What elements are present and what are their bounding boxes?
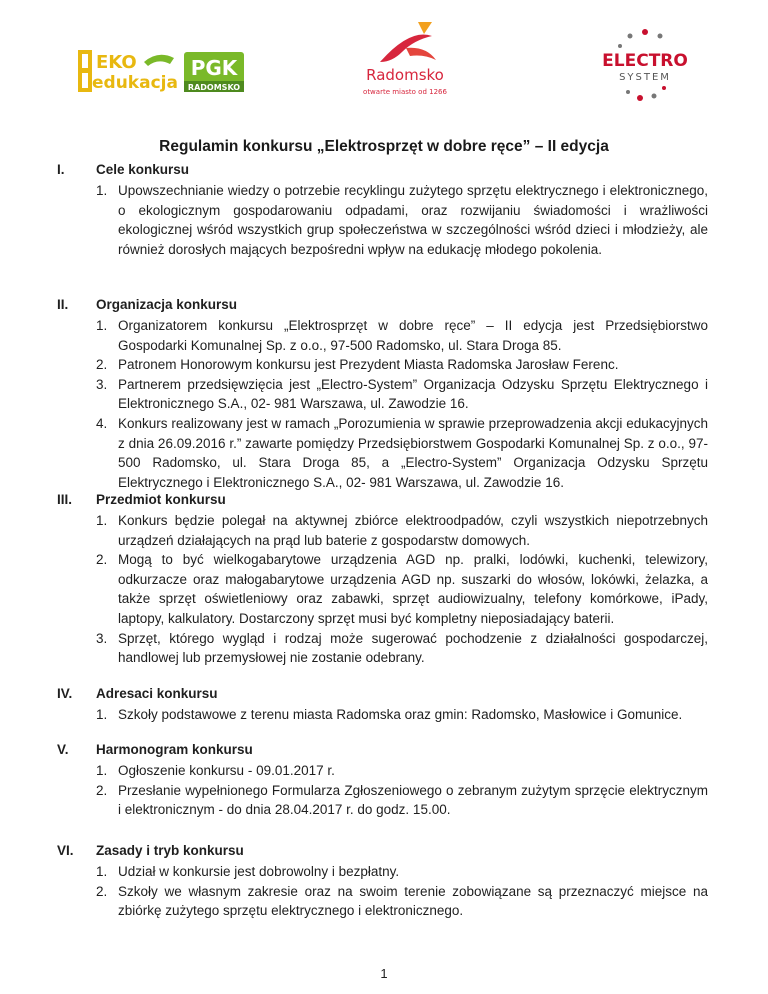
section-number: V.	[57, 742, 69, 757]
eko-edukacja-pgk-logo	[78, 48, 248, 94]
item-text: Szkoły we własnym zakresie oraz na swoim terenie zobowiązane są przeznaczyć miejsce na zbiórkę zużytego sprzętu elektrycznego i elektronicznego.	[118, 883, 708, 919]
item-number: 1.	[96, 318, 108, 333]
list-item	[96, 414, 708, 492]
pgk-sub: RADOMSKO	[187, 83, 241, 92]
section-heading: Organizacja konkursu	[96, 297, 238, 312]
pgk-text: PGK	[190, 56, 238, 80]
section-number: I.	[57, 162, 65, 177]
list-item	[96, 882, 708, 921]
radomsko-logo	[340, 18, 470, 100]
item-text: Udział w konkursie jest dobrowolny i bezpłatny.	[118, 864, 400, 879]
item-text: Mogą to być wielkogabarytowe urządzenia AGD np. pralki, lodówki, kuchenki, telewizory, odkurzacze oraz małogabarytowe urządzenia AGD np. suszarki do włosów, lokówki, żelazka, a także sprzęt oświetleniowy oraz zabawki, sprzęt audiowizualny, telefony komórkowe, iPady, laptopy, kalkulatory. Dostarczony sprzęt musi być kompletny nieposiadający baterii.	[118, 552, 708, 626]
list-item	[96, 761, 708, 781]
section-heading: Zasady i tryb konkursu	[96, 843, 244, 858]
item-text: Szkoły podstawowe z terenu miasta Radomska oraz gmin: Radomsko, Masłowice i Gomunice.	[118, 707, 683, 722]
item-number: 2.	[96, 883, 108, 899]
logo-bar	[0, 18, 768, 108]
item-number: 1.	[96, 864, 108, 879]
list-item	[96, 629, 708, 668]
item-text: Konkurs realizowany jest w ramach „Porozumienia w sprawie przeprowadzenia akcji edukacyjnych z dnia 26.09.2016 r.” zawarte pomiędzy Przedsiębiorstwem Gospodarki Komunalnej Sp. z o.o., 97-500 Radomsko, ul. Stara Droga 85, a „Electro-System” Organizacja Odzysku Sprzętu Elektrycznego i Elektronicznego S.A., 02- 981 Warszawa, ul. Zawodzie 16.	[118, 415, 708, 490]
list-item	[96, 511, 708, 550]
document-title: Regulamin konkursu „Elektrosprzęt w dobre ręce” – II edycja	[159, 138, 609, 155]
section-heading: Przedmiot konkursu	[96, 492, 226, 507]
radomsko-name: Radomsko	[366, 66, 444, 84]
item-number: 2.	[96, 782, 108, 798]
list-item	[96, 781, 708, 820]
item-number: 4.	[96, 415, 108, 431]
item-number: 1.	[96, 763, 108, 778]
item-text: Przesłanie wypełnionego Formularza Zgłoszeniowego o zebranym zużytym sprzęcie elektrycznym i elektronicznym - do dnia 28.04.2017 r. do godz. 15.00.	[118, 782, 708, 818]
section-heading: Harmonogram konkursu	[96, 742, 253, 757]
electro-logo-graphic	[590, 26, 700, 116]
item-text: Organizatorem konkursu „Elektrosprzęt w dobre ręce” – II edycja jest Przedsiębiorstwo Gospodarki Komunalnej Sp. z o.o., 97-500 Radomsko, ul. Stara Droga 85.	[118, 318, 708, 353]
list-item	[96, 181, 708, 259]
item-number: 2.	[96, 552, 108, 568]
list-item	[96, 550, 708, 628]
radomsko-logo-graphic	[340, 18, 470, 100]
item-number: 1.	[96, 707, 108, 722]
item-text: Konkurs będzie polegał na aktywnej zbiórce elektroodpadów, czyli wszystkich niepotrzebnych urządzeń działających na prąd lub baterie z gospodarstw domowych.	[118, 513, 708, 548]
electro-name: ELECTRO	[602, 51, 688, 71]
page-number: 1	[380, 966, 388, 981]
section-number: IV.	[57, 686, 73, 701]
leaf-icon	[144, 55, 174, 66]
item-number: 1.	[96, 183, 108, 198]
list-item	[96, 316, 708, 355]
list-item	[96, 355, 708, 375]
item-text: Partnerem przedsięwzięcia jest „Electro-System” Organizacja Odzysku Sprzętu Elektrycznego i Elektronicznego S.A., 02- 981 Warszawa, ul. Zawodzie 16.	[118, 376, 708, 412]
section-heading: Cele konkursu	[96, 162, 190, 177]
eko-line1: EKO	[96, 52, 137, 73]
list-item	[96, 862, 708, 882]
item-number: 1.	[96, 513, 108, 528]
item-text: Patronem Honorowym konkursu jest Prezydent Miasta Radomska Jarosław Ferenc.	[118, 357, 619, 373]
item-text: Ogłoszenie konkursu - 09.01.2017 r.	[118, 763, 335, 778]
list-item	[96, 705, 708, 725]
section-heading: Adresaci konkursu	[96, 686, 218, 701]
section-number: II.	[57, 297, 69, 312]
electro-sub: SYSTEM	[619, 72, 671, 83]
item-number: 3.	[96, 630, 108, 646]
radomsko-tagline: otwarte miasto od 1266	[363, 88, 447, 96]
list-item	[96, 375, 708, 414]
item-text: Sprzęt, którego wygląd i rodzaj może sugerować pochodzenie z działalności gospodarczej, handlowej lub przemysłowej nie zostanie odebrany.	[118, 630, 708, 666]
item-number: 2.	[96, 357, 108, 373]
electro-system-logo	[590, 26, 700, 116]
item-text: Upowszechnianie wiedzy o potrzebie recyklingu zużytego sprzętu elektrycznego i elektronicznego, o ekologicznym gospodarowaniu odpadami, oraz rozwijaniu świadomości i wrażliwości ekologicznej wśród wszystkich grup społeczeństwa w szczególności wśród dzieci i młodzieży, ale również dorosłych mających bezpośredni wpływ na edukację młodego pokolenia.	[118, 183, 708, 257]
section-number: VI.	[57, 843, 74, 858]
section-number: III.	[57, 492, 73, 507]
eko-logo-graphic	[78, 48, 248, 94]
eko-line2: edukacja	[92, 73, 178, 93]
item-number: 3.	[96, 376, 108, 392]
